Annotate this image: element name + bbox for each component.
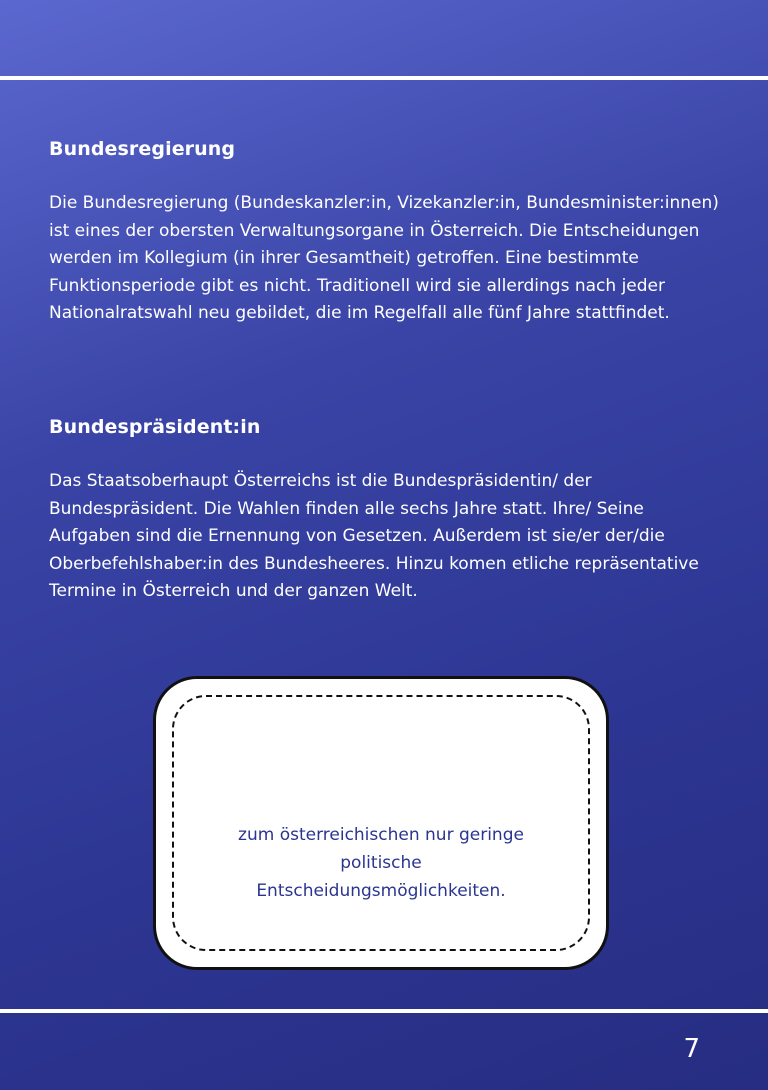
section-bundesregierung [49,138,729,328]
note-line: Entscheidungsmöglichkeiten. [256,881,506,901]
section-bundespraesident [49,416,729,606]
section-heading: Bundespräsident:in [49,416,261,438]
section-body: Die Bundesregierung (Bundeskanzler:in, Vizekanzler:in, Bundesminister:innen) ist eines der obersten Verwaltungsorgane in Österreich. Die Entscheidungen werden im Kollegium (in ihrer Gesamtheit) getroffen. Eine bestimmte Funktionsperiode gibt es nicht. Traditionell wird sie allerdings nach jeder Nationalratswahl neu gebildet, die im Regelfall alle fünf Jahre stattfindet. [49,193,719,323]
section-body: Das Staatsoberhaupt Österreichs ist die Bundespräsidentin/ der Bundespräsident. Die Wahlen finden alle sechs Jahre statt. Ihre/ Seine Aufgaben sind die Ernennung von Gesetzen. Außerdem ist sie/er der/die Oberbefehlshaber:in des Bundesheeres. Hinzu komen etliche repräsentative Termine in Österreich und der ganzen Welt. [49,471,699,601]
note-line: zum österreichischen nur geringe [238,825,524,845]
top-divider [0,76,768,80]
note-line: politische [340,853,422,873]
bottom-divider [0,1009,768,1013]
note-card [153,676,609,970]
note-card-text [180,821,582,905]
section-heading: Bundesregierung [49,138,236,160]
page-number: 7 [683,1034,700,1064]
